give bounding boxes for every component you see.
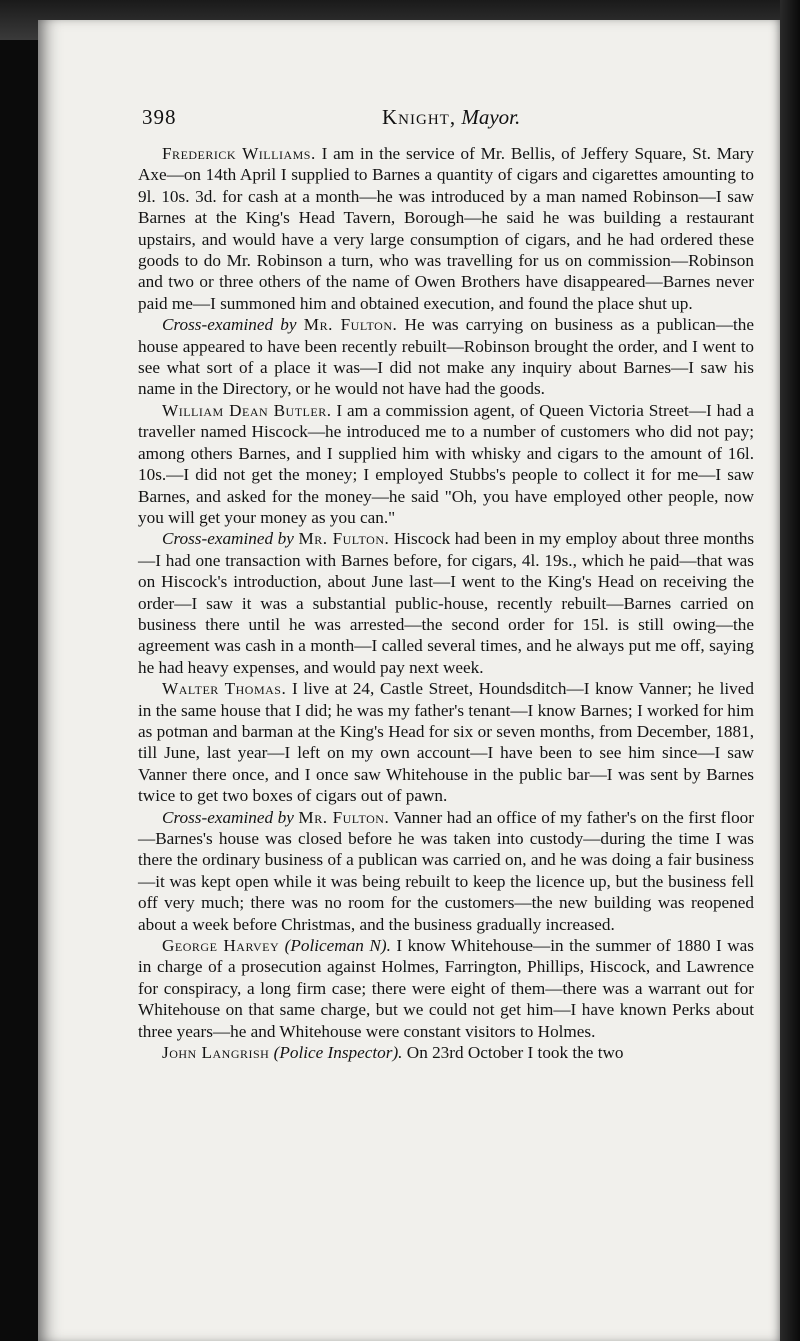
cross-examined-label: Cross-examined by bbox=[162, 315, 297, 335]
testimony-paragraph bbox=[138, 1042, 754, 1063]
testimony-text: I live at 24, Castle Street, Houndsditch—I know Vanner; he lived in the same house that I did; he was my father's tenant—I know Barnes; I worked for him as potman and barman at the King's Head for six or seven months, from December, 1881, till June, last year—I left on my own account—I have been to see him since—I saw Vanner there once, and I once saw Whitehouse in the public bar—I was sent by Barnes twice to get two boxes of cigars out of pawn. bbox=[138, 679, 754, 806]
examiner-name: Mr. Fulton. bbox=[298, 807, 390, 827]
testimony-text: He was carrying on business as a publican—the house appeared to have been recently rebuilt—Robinson brought the order, and I went to see what sort of a place it was—I did not make any inquiry about Barnes—I saw his name in the Directory, or he would not have had the goods. bbox=[138, 315, 755, 399]
speaker-name: Walter Thomas. bbox=[162, 679, 287, 699]
testimony-text: I know Whitehouse—in the summer of 1880 I was in charge of a prosecution against Holmes, Farrington, Phillips, Hiscock, and Lawrence for conspiracy, a long firm case; there were eight of them—there was a warrant out for Whitehouse on that same charge, but we could not get him—I have known Perks about three years—he and Whitehouse were constant visitors to Holmes. bbox=[138, 936, 754, 1041]
cross-examination-paragraph bbox=[138, 528, 754, 678]
cross-examination-paragraph bbox=[138, 807, 754, 935]
speaker-name: Frederick Williams. bbox=[162, 144, 316, 163]
speaker-role: (Policeman N). bbox=[284, 936, 391, 956]
cross-examined-label: Cross-examined by bbox=[162, 529, 294, 549]
testimony-paragraph bbox=[138, 143, 754, 314]
running-title-name: Knight, bbox=[382, 105, 457, 129]
testimony-text: I am in the service of Mr. Bellis, of Jeffery Square, St. Mary Axe—on 14th April I supplied to Barnes a quantity of cigars and cigarettes amounting to 9l. 10s. 3d. for cash at a month—he was introduced by a man named Robinson—I saw Barnes at the King's Head Tavern, Borough—he said he was building a restaurant upstairs, and would have a very large consumption of cigars, and he had ordered these goods to do Mr. Robinson a turn, who was travelling for us on commission—Robinson and two or three others of the name of Owen Brothers have disappeared—Barnes never paid me—I summoned him and obtained execution, and found the place shut up. bbox=[138, 144, 754, 313]
page-number: 398 bbox=[142, 105, 177, 129]
speaker-role: (Police Inspector). bbox=[273, 1043, 403, 1063]
scan-border-right bbox=[780, 0, 800, 1341]
page-header bbox=[142, 105, 754, 131]
testimony-paragraph bbox=[138, 678, 754, 806]
testimony-text: Vanner had an office of my father's on the first floor—Barnes's house was closed before he was taken into custody—during the time I was there the ordinary business of a publican was carried on, and he was doing a fair business—it was kept open while it was being rebuilt to keep the licence up, but the business fell off very much; there was no room for the customers—the new building was reopened about a week before Christmas, and the business gradually increased. bbox=[138, 807, 755, 934]
testimony-paragraph bbox=[138, 935, 754, 1042]
testimony-text: I am a commission agent, of Queen Victoria Street—I had a traveller named Hiscock—he introduced me to a number of customers who did not pay; among others Barnes, and I supplied him with whisky and cigars to the amount of 16l. 10s.—I did not get the money; I employed Stubbs's people to collect it for me—I saw Barnes, and asked for the money—he said "Oh, you have employed other people, now you will get your money as you can." bbox=[138, 400, 754, 527]
cross-examination-paragraph bbox=[138, 314, 754, 400]
running-title-role: Mayor. bbox=[461, 105, 521, 129]
body-text bbox=[138, 143, 754, 1063]
testimony-text: Hiscock had been in my employ about three months—I had one transaction with Barnes before, for cigars, 4l. 19s., which he paid—that was on Hiscock's introduction, about June last—I went to the King's Head on receiving the order—I saw it was a substantial public-house, recently rebuilt—Barnes carried on business there until he was arrested—the second order for 15l. is still owing—the agreement was cash in a month—I called several times, and he always put me off, saying he had heavy expenses, and would pay next week. bbox=[138, 529, 755, 677]
speaker-name: William Dean Butler. bbox=[162, 400, 332, 420]
examiner-name: Mr. Fulton. bbox=[298, 529, 390, 549]
examiner-name: Mr. Fulton. bbox=[303, 315, 398, 335]
speaker-name: George Harvey bbox=[162, 936, 280, 956]
running-title bbox=[382, 105, 520, 130]
testimony-text: On 23rd October I took the two bbox=[402, 1043, 624, 1063]
cross-examined-label: Cross-examined by bbox=[162, 807, 294, 827]
testimony-paragraph bbox=[138, 400, 754, 528]
speaker-name: John Langrish bbox=[162, 1043, 270, 1063]
